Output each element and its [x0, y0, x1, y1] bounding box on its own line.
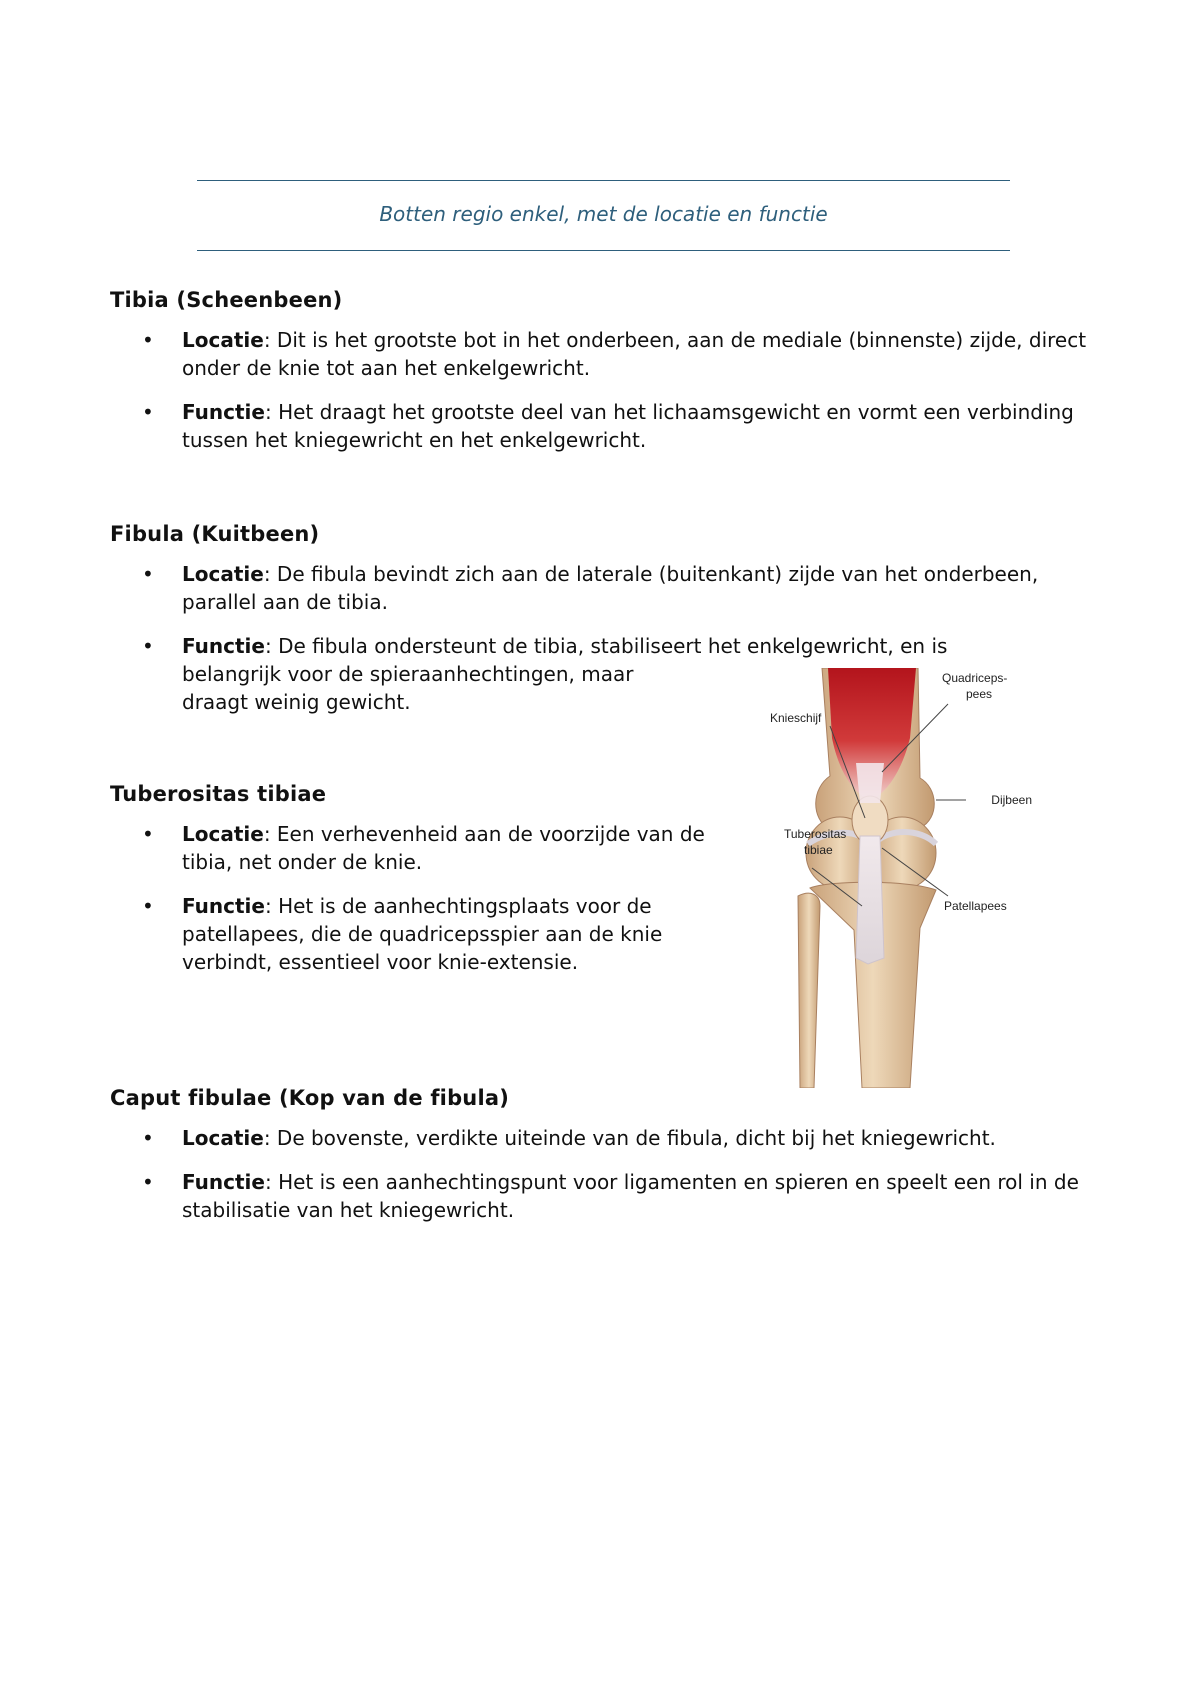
section-title: Tuberositas tibiae	[110, 782, 327, 806]
item-list	[110, 1124, 1110, 1224]
label-dijbeen: Dijbeen	[991, 793, 1032, 807]
section-tibia	[110, 288, 1110, 470]
subtitle-rule-bottom	[197, 250, 1010, 251]
bullet: •	[142, 562, 154, 586]
bullet: •	[142, 328, 154, 352]
list-item-locatie	[110, 1124, 1110, 1152]
label-patellapees: Patellapees	[944, 899, 1007, 913]
subtitle: Botten regio enkel, met de locatie en functie	[379, 202, 828, 226]
section-tuberositas-tibiae	[110, 782, 750, 992]
label-quadriceps-pees: pees	[966, 687, 993, 701]
fibula-shape	[798, 893, 820, 1088]
item-label: Locatie	[182, 1126, 264, 1150]
list-item-functie	[110, 398, 1110, 454]
knee-anatomy-figure	[770, 668, 1090, 1088]
bullet: •	[142, 1170, 154, 1194]
label-tuberositas-tibiae: tibiae	[804, 843, 833, 857]
item-label: Locatie	[182, 562, 264, 586]
item-text-continued: belangrijk voor de spieraanhechtingen, maar draagt weinig gewicht.	[182, 662, 634, 714]
item-label: Functie	[182, 634, 265, 658]
subtitle-block	[197, 180, 1010, 252]
section-caput-fibulae	[110, 1086, 1110, 1240]
item-text: : Een verhevenheid aan de voorzijde van de tibia, net onder de knie.	[182, 822, 705, 874]
bullet: •	[142, 822, 154, 846]
label-tuberositas: Tuberositas	[784, 827, 847, 841]
item-list	[110, 326, 1110, 454]
section-title: Caput fibulae (Kop van de fibula)	[110, 1086, 510, 1110]
item-text: : De bovenste, verdikte uiteinde van de fibula, dicht bij het kniegewricht.	[263, 1126, 996, 1150]
item-label: Locatie	[182, 822, 264, 846]
item-label: Functie	[182, 894, 265, 918]
subtitle-rule-top	[197, 180, 1010, 181]
item-text: : Het is de aanhechtingsplaats voor de patellapees, die de quadricepsspier aan de knie verbindt, essentieel voor knie-extensie.	[182, 894, 663, 974]
item-text: : Het draagt het grootste deel van het lichaamsgewicht en vormt een verbinding tussen het kniegewricht en het enkelgewricht.	[182, 400, 1074, 452]
section-title: Tibia (Scheenbeen)	[110, 288, 343, 312]
patellar-tendon-shape	[856, 836, 884, 964]
bullet: •	[142, 634, 154, 658]
label-quadriceps: Quadriceps-	[942, 671, 1008, 685]
bullet: •	[142, 1126, 154, 1150]
item-list	[110, 820, 750, 976]
list-item-locatie	[110, 820, 750, 876]
item-text: : De fibula ondersteunt de tibia, stabiliseert het enkelgewricht, en is	[264, 634, 948, 658]
list-item-functie	[110, 1168, 1110, 1224]
quadriceps-tendon-shape	[856, 763, 884, 803]
list-item-functie	[110, 892, 750, 976]
item-label: Locatie	[182, 328, 264, 352]
label-knieschijf: Knieschijf	[770, 711, 822, 725]
knee-illustration	[770, 668, 1090, 1088]
bullet: •	[142, 894, 154, 918]
item-text: : Het is een aanhechtingspunt voor ligamenten en spieren en speelt een rol in de stabilisatie van het kniegewricht.	[182, 1170, 1079, 1222]
list-item-locatie	[110, 560, 1110, 616]
item-text: : De fibula bevindt zich aan de laterale (buitenkant) zijde van het onderbeen, parallel aan de tibia.	[182, 562, 1039, 614]
item-label: Functie	[182, 400, 265, 424]
section-title: Fibula (Kuitbeen)	[110, 522, 320, 546]
bullet: •	[142, 400, 154, 424]
item-text: : Dit is het grootste bot in het onderbeen, aan de mediale (binnenste) zijde, direct onder de knie tot aan het enkelgewricht.	[182, 328, 1087, 380]
list-item-locatie	[110, 326, 1110, 382]
item-label: Functie	[182, 1170, 265, 1194]
